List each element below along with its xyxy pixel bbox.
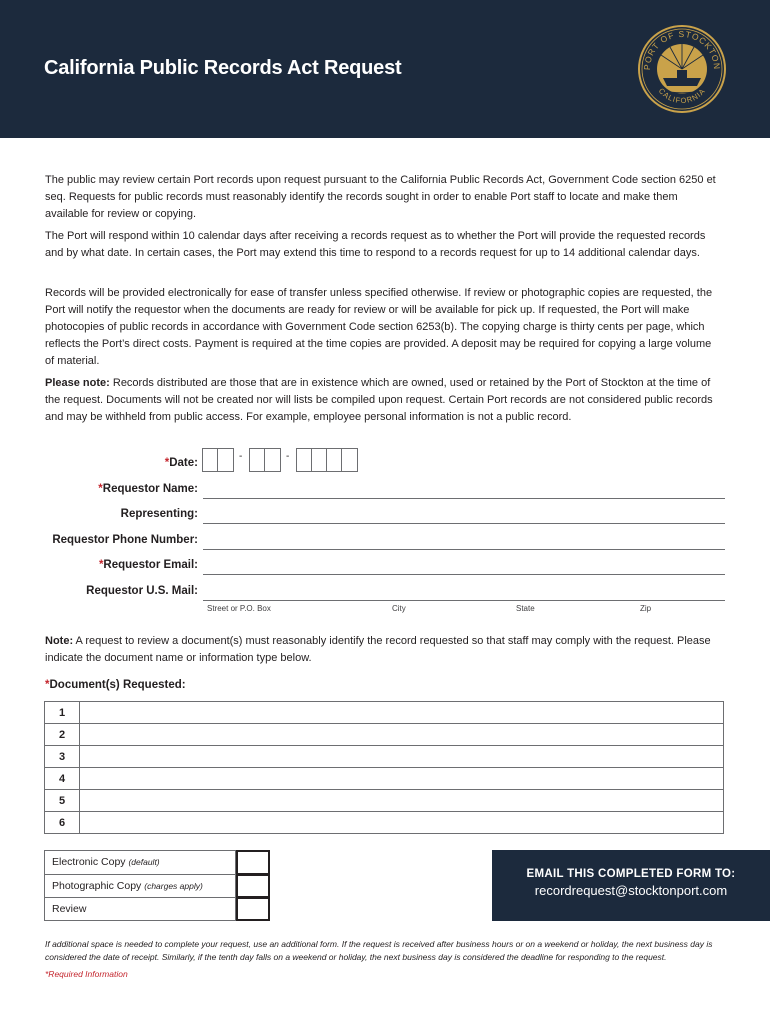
option-review — [44, 897, 270, 921]
required-information-note: *Required Information — [45, 969, 128, 979]
table-row — [45, 746, 724, 768]
page-title: California Public Records Act Request — [44, 57, 402, 79]
footnote: If additional space is needed to complete your request, use an additional form. If the request is received after business hours or on a weekend or holiday, the next business day is considered the date of receipt. Similarly, if the tenth day falls on a weekend or holiday, the next business day is considered the deadline for responding to the request. — [45, 939, 713, 962]
photographic-copy-checkbox[interactable] — [236, 874, 270, 899]
option-electronic-copy — [44, 850, 270, 874]
please-note-text: Records distributed are those that are in existence which are owned, used or retained by the Port of Stockton at the time of the request. Documents will not be created nor will lists be compiled upon request. Certain Port records are not considered public records and may be withheld from public access. For example, employee personal information is not a public record. — [45, 377, 713, 423]
date-month-input[interactable] — [202, 448, 234, 472]
requestor-name-field[interactable] — [203, 498, 725, 499]
row-number: 6 — [45, 812, 80, 834]
option-note: (charges apply) — [144, 880, 203, 891]
intro-paragraph-2: The Port will respond within 10 calendar days after receiving a records request as to whether the Port will provide the requested records and by what date. In certain cases, the Port may extend this time to respond to a records request for up to 14 additional calendar days. — [45, 230, 706, 259]
seal-top-text: PORT OF STOCKTON — [641, 28, 723, 71]
note-text: A request to review a document(s) must reasonably identify the record requested so that staff may comply with the request. Please indicate the document name or information type below. — [45, 635, 711, 664]
mail-label: Requestor U.S. Mail: — [86, 585, 198, 597]
row-number: 1 — [45, 702, 80, 724]
option-label: Electronic Copy — [52, 856, 126, 868]
date-label: *Date: — [164, 457, 198, 469]
option-photographic-copy — [44, 874, 270, 898]
email-address-link[interactable]: recordrequest@stocktonport.com — [534, 883, 728, 898]
please-note-label: Please note: — [45, 377, 110, 389]
option-label: Photographic Copy — [52, 879, 142, 892]
note-label: Note: — [45, 635, 74, 647]
document-entry-field[interactable] — [80, 702, 724, 724]
table-row — [45, 812, 724, 834]
phone-label: Requestor Phone Number: — [52, 534, 198, 546]
option-label: Review — [52, 903, 87, 915]
email-field[interactable] — [203, 574, 725, 575]
document-entry-field[interactable] — [80, 812, 724, 834]
review-checkbox[interactable] — [236, 897, 270, 921]
documents-table — [44, 701, 724, 834]
table-row — [45, 724, 724, 746]
delivery-options — [44, 850, 270, 921]
date-year-input[interactable] — [296, 448, 358, 472]
date-separator: - — [239, 451, 243, 462]
intro-paragraph-3: Records will be provided electronically for ease of transfer unless specified otherwise. If review or photographic copies are requested, the Port will notify the requestor when the documents are ready for review or will be available for pick up. If requested, the Port will make photocopies of public records in accordance with Government Code section 6253(b). The copying charge is thirty cents per page, which reflects the Port’s direct costs. Payment is required at the time copies are provided. A deposit may be required for copying a large volume of material. — [45, 287, 713, 367]
representing-field[interactable] — [203, 523, 725, 524]
document-entry-field[interactable] — [80, 790, 724, 812]
document-entry-field[interactable] — [80, 768, 724, 790]
representing-label: Representing: — [120, 508, 198, 520]
email-label: *Requestor Email: — [98, 559, 198, 571]
mail-field[interactable] — [203, 600, 725, 601]
table-row — [45, 790, 724, 812]
electronic-copy-checkbox[interactable] — [236, 850, 270, 875]
page-header — [0, 0, 770, 138]
row-number: 5 — [45, 790, 80, 812]
please-note-paragraph — [45, 375, 723, 426]
documents-requested-label: *Document(s) Requested: — [45, 679, 186, 691]
row-number: 2 — [45, 724, 80, 746]
email-box-heading: EMAIL THIS COMPLETED FORM TO: — [526, 868, 736, 880]
row-number: 3 — [45, 746, 80, 768]
seal-bottom-text: CALIFORNIA — [656, 86, 708, 106]
option-note: (default) — [128, 857, 160, 867]
intro-paragraph-1: The public may review certain Port records upon request pursuant to the California Public Records Act, Government Code section 6250 et seq. Requests for public records must reasonably identify the records sought in order to enable Port staff to locate and make them available for review or copying. — [45, 174, 716, 220]
mail-city-sublabel: City — [392, 604, 406, 613]
row-number: 4 — [45, 768, 80, 790]
mail-street-sublabel: Street or P.O. Box — [207, 604, 271, 613]
table-row — [45, 702, 724, 724]
mail-zip-sublabel: Zip — [640, 604, 652, 613]
date-separator: - — [286, 451, 290, 462]
date-day-input[interactable] — [249, 448, 281, 472]
document-entry-field[interactable] — [80, 746, 724, 768]
email-form-box — [492, 850, 770, 921]
requestor-name-label: *Requestor Name: — [98, 483, 198, 495]
port-of-stockton-seal-icon — [637, 24, 727, 114]
note-paragraph — [45, 633, 735, 667]
phone-field[interactable] — [203, 549, 725, 550]
document-entry-field[interactable] — [80, 724, 724, 746]
table-row — [45, 768, 724, 790]
mail-state-sublabel: State — [516, 604, 535, 613]
